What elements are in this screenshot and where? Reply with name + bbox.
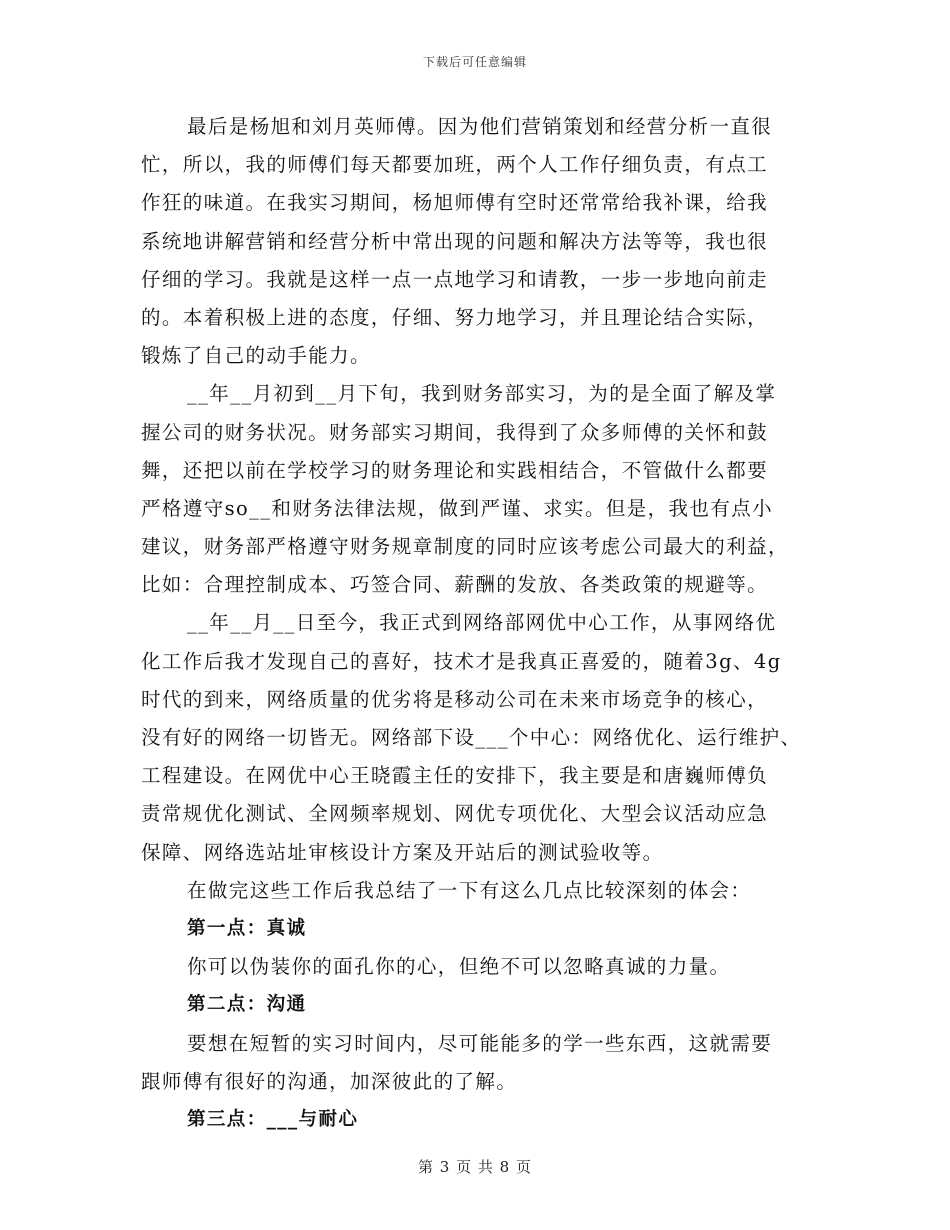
paragraph-line: 工程建设。在网优中心王晓霞主任的安排下，我主要是和唐巍师傅负 xyxy=(141,764,769,788)
paragraph-line: 要想在短暂的实习时间内，尽可能能多的学一些东西，这就需要 xyxy=(187,1031,773,1055)
paragraph-line: 保障、网络选站址审核设计方案及开站后的测试验收等。 xyxy=(141,840,664,864)
paragraph-line: 跟师傅有很好的沟通，加深彼此的了解。 xyxy=(141,1069,518,1093)
paragraph-line: 严格遵守so__和财务法律法规，做到严谨、求实。但是，我也有点小 xyxy=(141,496,774,520)
paragraph-line: __年__月__日至今，我正式到网络部网优中心工作，从事网络优 xyxy=(187,611,777,635)
paragraph-line: 责常规优化测试、全网频率规划、网优专项优化、大型会议活动应急 xyxy=(141,802,769,826)
document-body xyxy=(141,108,801,1139)
paragraph-line: 作狂的味道。在我实习期间，杨旭师傅有空时还常常给我补课，给我 xyxy=(141,191,769,215)
paragraph-line: 你可以伪装你的面孔你的心，但绝不可以忽略真诚的力量。 xyxy=(187,955,731,979)
paragraph-line: 忙，所以，我的师傅们每天都要加班，两个人工作仔细负责，有点工 xyxy=(141,153,769,177)
paragraph-line: 的。本着积极上进的态度，仔细、努力地学习，并且理论结合实际， xyxy=(141,305,769,329)
paragraph-line: 建议，财务部严格遵守财务规章制度的同时应该考虑公司最大的利益， xyxy=(141,535,789,559)
paragraph-line: 最后是杨旭和刘月英师傅。因为他们营销策划和经营分析一直很 xyxy=(187,115,773,138)
page-footer: 第 3 页 共 8 页 xyxy=(418,1158,532,1176)
paragraph-line: 舞，还把以前在学校学习的财务理论和实践相结合，不管做什么都要 xyxy=(141,458,769,482)
paragraph-line: 在做完这些工作后我总结了一下有这么几点比较深刻的体会： xyxy=(187,878,752,902)
paragraph-line: 没有好的网络一切皆无。网络部下设___个中心：网络优化、运行维护、 xyxy=(141,726,802,749)
paragraph-line: 系统地讲解营销和经营分析中常出现的问题和解决方法等等，我也很 xyxy=(141,229,769,253)
paragraph-line: 时代的到来，网络质量的优劣将是移动公司在未来市场竞争的核心， xyxy=(141,687,769,711)
page-header: 下载后可任意编辑 xyxy=(422,55,527,69)
paragraph-line: 仔细的学习。我就是这样一点一点地学习和请教，一步一步地向前走 xyxy=(141,267,769,291)
paragraph-line: __年__月初到__月下旬，我到财务部实习，为的是全面了解及掌 xyxy=(187,382,777,406)
section-heading: 第一点：真诚 xyxy=(187,917,307,939)
section-heading: 第三点：___与耐心 xyxy=(187,1108,359,1130)
paragraph-line: 比如：合理控制成本、巧签合同、薪酬的发放、各类政策的规避等。 xyxy=(141,573,769,597)
paragraph-line: 化工作后我才发现自己的喜好，技术才是我真正喜爱的，随着3g、4g xyxy=(141,649,782,673)
paragraph-line: 握公司的财务状况。财务部实习期间，我得到了众多师傅的关怀和鼓 xyxy=(141,420,769,444)
paragraph-line: 锻炼了自己的动手能力。 xyxy=(141,344,371,368)
section-heading: 第二点：沟通 xyxy=(187,994,307,1016)
